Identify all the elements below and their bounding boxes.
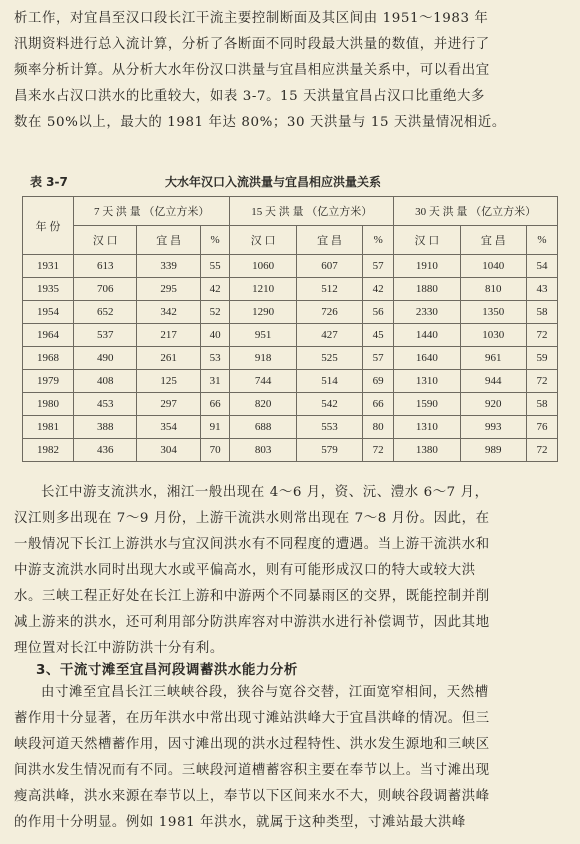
value-cell: 91 [200, 416, 230, 439]
value-cell: 52 [200, 301, 230, 324]
value-cell: 1590 [394, 393, 460, 416]
value-cell: 706 [74, 278, 137, 301]
sub-header-hankou: 汉 口 [74, 226, 137, 255]
value-cell: 537 [74, 324, 137, 347]
value-cell: 42 [200, 278, 230, 301]
text-line: 的作用十分明显。例如 1981 年洪水，就属于这种类型，寸滩站最大洪峰 [14, 815, 466, 830]
sub-header-yichang: 宜 昌 [460, 226, 526, 255]
value-cell: 59 [526, 347, 557, 370]
text-line: 间洪水发生情况而有不同。三峡段河道槽蓄容积主要在奉节以上。当寸滩出现 [14, 763, 490, 778]
value-cell: 1060 [230, 255, 296, 278]
value-cell: 76 [526, 416, 557, 439]
text-line: 蓄作用十分显著，在历年洪水中常出现寸滩站洪峰大于宜昌洪峰的情况。但三 [14, 711, 490, 726]
year-cell: 1935 [23, 278, 74, 301]
section-heading: 3、干流寸滩至宜昌河段调蓄洪水能力分析 [36, 662, 298, 678]
value-cell: 31 [200, 370, 230, 393]
text-line: 水。三峡工程正好处在长江上游和中游两个不同暴雨区的交界，既能控制并削 [14, 589, 490, 604]
value-cell: 58 [526, 393, 557, 416]
value-cell: 1380 [394, 439, 460, 462]
value-cell: 427 [296, 324, 362, 347]
sub-header-yichang: 宜 昌 [296, 226, 362, 255]
value-cell: 1640 [394, 347, 460, 370]
intro-paragraph [14, 6, 566, 136]
value-cell: 72 [526, 324, 557, 347]
value-cell: 342 [137, 301, 200, 324]
value-cell: 744 [230, 370, 296, 393]
sub-header-hankou: 汉 口 [230, 226, 296, 255]
text-line: 一般情况下长江上游洪水与宜汉间洪水有不同程度的遭遇。当上游干流洪水和 [14, 537, 490, 552]
table-row [23, 393, 558, 416]
value-cell: 72 [526, 439, 557, 462]
sub-header-hankou: 汉 口 [394, 226, 460, 255]
value-cell: 1310 [394, 370, 460, 393]
value-cell: 1290 [230, 301, 296, 324]
value-cell: 1880 [394, 278, 460, 301]
value-cell: 80 [363, 416, 394, 439]
table-number: 表 3-7 [30, 175, 68, 189]
text-line: 由寸滩至宜昌长江三峡峡谷段，狭谷与宽谷交替，江面宽窄相间，天然槽 [41, 685, 489, 700]
value-cell: 261 [137, 347, 200, 370]
value-cell: 54 [526, 255, 557, 278]
value-cell: 1310 [394, 416, 460, 439]
value-cell: 553 [296, 416, 362, 439]
text-line: 减上游来的洪水，还可利用部分防洪库容对中游洪水进行补偿调节，因此其地 [14, 615, 490, 630]
text-line: 汛期资料进行总入流计算，分析了各断面不同时段最大洪量的数值，并进行了 [14, 37, 490, 52]
value-cell: 295 [137, 278, 200, 301]
value-cell: 42 [363, 278, 394, 301]
value-cell: 989 [460, 439, 526, 462]
year-cell: 1982 [23, 439, 74, 462]
value-cell: 45 [363, 324, 394, 347]
value-cell: 72 [526, 370, 557, 393]
value-cell: 525 [296, 347, 362, 370]
flood-volume-table [22, 196, 558, 462]
value-cell: 514 [296, 370, 362, 393]
sub-header-percent: % [200, 226, 230, 255]
table-row [23, 347, 558, 370]
value-cell: 918 [230, 347, 296, 370]
year-cell: 1954 [23, 301, 74, 324]
value-cell: 339 [137, 255, 200, 278]
value-cell: 453 [74, 393, 137, 416]
text-line: 峡段河道天然槽蓄作用，因寸滩出现的洪水过程特性、洪水发生源地和三峡区 [14, 737, 490, 752]
value-cell: 408 [74, 370, 137, 393]
value-cell: 1040 [460, 255, 526, 278]
value-cell: 40 [200, 324, 230, 347]
value-cell: 810 [460, 278, 526, 301]
table-sub-header-row [23, 226, 558, 255]
value-cell: 217 [137, 324, 200, 347]
value-cell: 66 [363, 393, 394, 416]
value-cell: 297 [137, 393, 200, 416]
group-header-15day: 15 天 洪 量 （亿立方米） [230, 197, 394, 226]
value-cell: 70 [200, 439, 230, 462]
year-cell: 1981 [23, 416, 74, 439]
value-cell: 607 [296, 255, 362, 278]
table-row [23, 324, 558, 347]
paragraph-3 [14, 680, 566, 836]
table-title: 大水年汉口入流洪量与宜昌相应洪量关系 [165, 175, 382, 189]
value-cell: 388 [74, 416, 137, 439]
sub-header-percent: % [526, 226, 557, 255]
table-row [23, 439, 558, 462]
year-cell: 1968 [23, 347, 74, 370]
table-row [23, 416, 558, 439]
value-cell: 944 [460, 370, 526, 393]
year-cell: 1964 [23, 324, 74, 347]
value-cell: 613 [74, 255, 137, 278]
value-cell: 125 [137, 370, 200, 393]
text-line: 中游支流洪水同时出现大水或平偏高水，则有可能形成汉口的特大或较大洪 [14, 563, 476, 578]
value-cell: 820 [230, 393, 296, 416]
value-cell: 354 [137, 416, 200, 439]
value-cell: 1910 [394, 255, 460, 278]
text-line: 昌来水占汉口洪水的比重较大，如表 3-7。15 天洪量宜昌占汉口比重绝大多 [14, 89, 486, 104]
value-cell: 57 [363, 255, 394, 278]
value-cell: 436 [74, 439, 137, 462]
value-cell: 920 [460, 393, 526, 416]
value-cell: 490 [74, 347, 137, 370]
text-line: 长江中游支流洪水，湘江一般出现在 4～6 月，资、沅、澧水 6～7 月， [41, 485, 489, 500]
value-cell: 304 [137, 439, 200, 462]
paragraph-2 [14, 480, 566, 662]
group-header-7day: 7 天 洪 量 （亿立方米） [74, 197, 230, 226]
table-row [23, 301, 558, 324]
year-cell: 1980 [23, 393, 74, 416]
sub-header-yichang: 宜 昌 [137, 226, 200, 255]
value-cell: 1030 [460, 324, 526, 347]
value-cell: 512 [296, 278, 362, 301]
value-cell: 66 [200, 393, 230, 416]
value-cell: 652 [74, 301, 137, 324]
value-cell: 53 [200, 347, 230, 370]
value-cell: 2330 [394, 301, 460, 324]
table-row [23, 255, 558, 278]
value-cell: 57 [363, 347, 394, 370]
table-caption [0, 170, 580, 192]
table-row [23, 370, 558, 393]
value-cell: 688 [230, 416, 296, 439]
value-cell: 961 [460, 347, 526, 370]
text-line: 频率分析计算。从分析大水年份汉口洪量与宜昌相应洪量关系中，可以看出宜 [14, 63, 490, 78]
value-cell: 69 [363, 370, 394, 393]
value-cell: 993 [460, 416, 526, 439]
year-column-header: 年 份 [23, 197, 74, 255]
table-row [23, 278, 558, 301]
text-line: 析工作，对宜昌至汉口段长江干流主要控制断面及其区间由 1951～1983 年 [14, 11, 489, 26]
value-cell: 726 [296, 301, 362, 324]
value-cell: 1440 [394, 324, 460, 347]
value-cell: 951 [230, 324, 296, 347]
value-cell: 803 [230, 439, 296, 462]
text-line: 理位置对长江中游防洪十分有利。 [14, 641, 224, 656]
text-line: 汉江则多出现在 7～9 月份，上游干流洪水则常出现在 7～8 月份。因此，在 [14, 511, 490, 526]
value-cell: 1350 [460, 301, 526, 324]
value-cell: 58 [526, 301, 557, 324]
value-cell: 542 [296, 393, 362, 416]
value-cell: 579 [296, 439, 362, 462]
text-line: 数在 50%以上，最大的 1981 年达 80%；30 天洪量与 15 天洪量情况相近。 [14, 115, 506, 130]
value-cell: 56 [363, 301, 394, 324]
year-cell: 1931 [23, 255, 74, 278]
year-cell: 1979 [23, 370, 74, 393]
table-group-header-row [23, 197, 558, 226]
text-line: 瘦高洪峰，洪水来源在奉节以上，奉节以下区间来水不大，则峡谷段调蓄洪峰 [14, 789, 490, 804]
value-cell: 55 [200, 255, 230, 278]
group-header-30day: 30 天 洪 量 （亿立方米） [394, 197, 558, 226]
sub-header-percent: % [363, 226, 394, 255]
table-body [23, 255, 558, 462]
value-cell: 72 [363, 439, 394, 462]
value-cell: 43 [526, 278, 557, 301]
value-cell: 1210 [230, 278, 296, 301]
